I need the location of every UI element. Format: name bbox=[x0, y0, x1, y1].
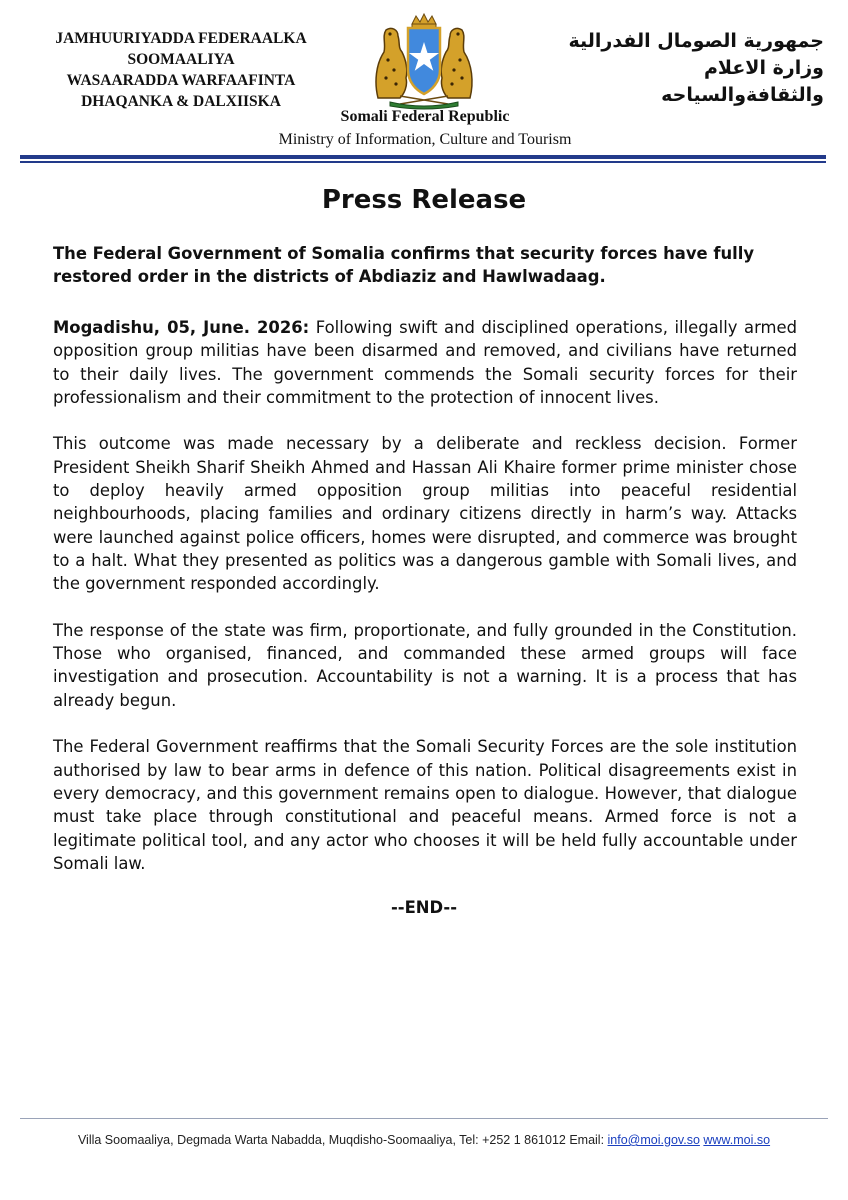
header-right-block bbox=[568, 28, 824, 109]
header-right-line: جمهورية الصومال الفدرالية bbox=[568, 30, 824, 52]
paragraph: The Federal Government reaffirms that the Somali Security Forces are the sole institution authorised by law to bear arms in defence of this nation. Political disagreements exist in every democracy, and this government remains open to dialogue. However, that dialogue must take place through constitutional and peaceful means. Armed force is not a legitimate political tool, and any actor who chooses it will be held fully accountable under Somali law. bbox=[53, 737, 797, 873]
header-left-block bbox=[40, 28, 322, 112]
dateline: Mogadishu, 05, June. 2026: bbox=[53, 318, 310, 337]
header-center-block bbox=[230, 106, 620, 151]
paragraph: This outcome was made necessary by a deliberate and reckless decision. Former President Sheikh Sharif Sheikh Ahmed and Hassan Ali Khaire former prime minister chose to deploy heavily armed opposition group militias into peaceful residential neighbourhoods, placing families and ordinary citizens directly in harm’s way. Attacks were launched against police officers, homes were disrupted, and commerce was brought to a halt. What they presented as politics was a dangerous gamble with Somali lives, and the government responded accordingly. bbox=[53, 434, 797, 594]
footer bbox=[0, 1131, 848, 1149]
somalia-coat-of-arms-icon bbox=[364, 12, 484, 110]
header-left-line: JAMHUURIYADDA FEDERAALKA bbox=[55, 30, 307, 47]
footer-email-link[interactable]: info@moi.gov.so bbox=[607, 1133, 700, 1147]
paragraph bbox=[53, 316, 797, 409]
footer-divider bbox=[20, 1118, 828, 1119]
paragraph-text: Following swift and disciplined operations, illegally armed opposition group militias have been disarmed and removed, and civilians have returned to their daily lives. The government commends the Somali security forces for their professionalism and their commitment to the protection of innocent lives. bbox=[53, 318, 797, 407]
header-left-line: DHAQANKA & DALXIISKA bbox=[81, 93, 281, 110]
ministry-name: Ministry of Information, Culture and Tourism bbox=[278, 131, 572, 148]
header-right-line: والثقافةوالسياحه bbox=[661, 84, 824, 106]
footer-website-link[interactable]: www.moi.so bbox=[703, 1133, 771, 1147]
header-left-line: WASAARADDA WARFAAFINTA bbox=[66, 72, 296, 89]
document-body bbox=[53, 316, 797, 875]
ministry-country-title: Somali Federal Republic bbox=[340, 108, 510, 125]
document-title: Press Release bbox=[321, 185, 527, 215]
header-left-line: SOOMAALIYA bbox=[127, 51, 235, 68]
paragraph: The response of the state was firm, proportionate, and fully grounded in the Constitution. Those who organised, financed, and commanded these armed groups will face investigation and prosecution. Accountability is not a warning. It is a process that has already begun. bbox=[53, 620, 797, 710]
document-lede: The Federal Government of Somalia confirms that security forces have fully restored order in the districts of Abdiaziz and Hawlwadaag. bbox=[53, 244, 755, 286]
header-divider-thick bbox=[20, 155, 826, 159]
header-divider-thin bbox=[20, 161, 826, 163]
header-right-line: وزارة الاعلام bbox=[703, 57, 824, 79]
footer-address: Villa Soomaaliya, Degmada Warta Nabadda, Muqdisho-Soomaaliya, Tel: +252 1 861012 Email: bbox=[77, 1133, 608, 1147]
end-mark: --END-- bbox=[390, 898, 458, 917]
